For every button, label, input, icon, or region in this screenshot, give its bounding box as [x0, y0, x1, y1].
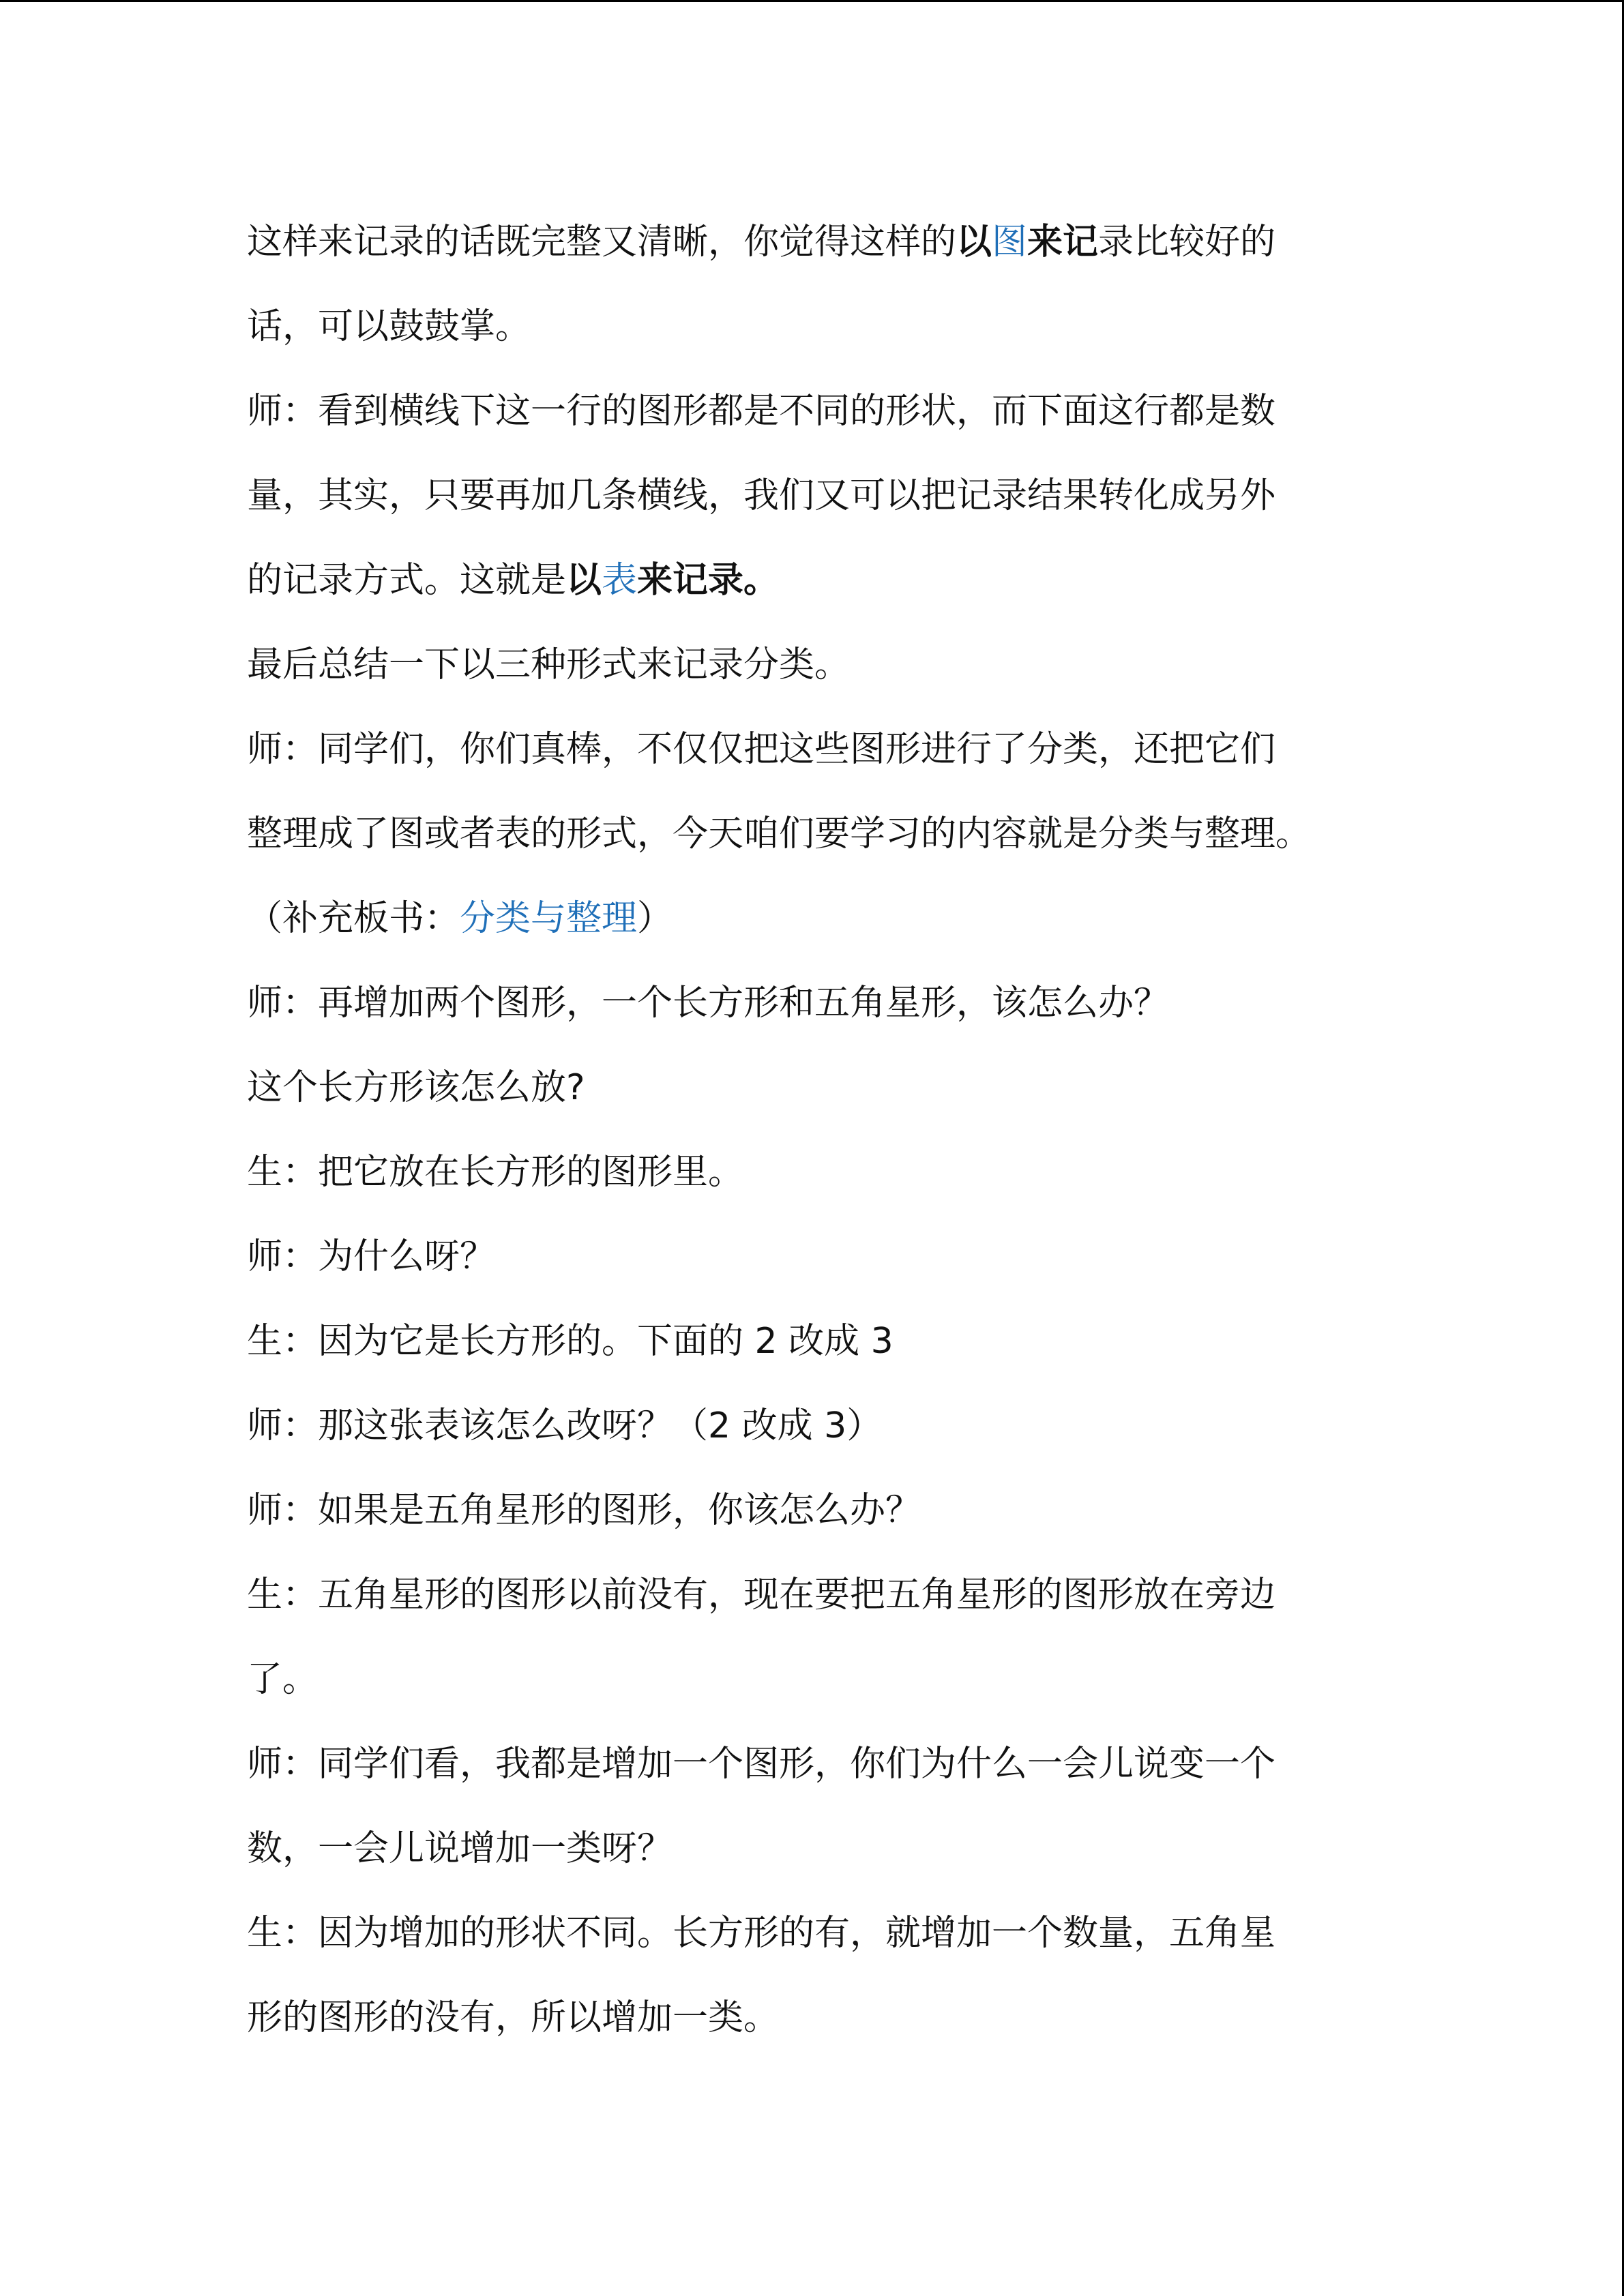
paragraph-line	[247, 1976, 1393, 2060]
text-run: 这个长方形该怎么放?	[247, 1067, 585, 1108]
highlight-text: 分类与整理	[460, 898, 638, 939]
text-run: 数，一会儿说增加一类呀？	[247, 1828, 673, 1869]
paragraph-line	[247, 1468, 1393, 1553]
paragraph-line	[247, 961, 1393, 1045]
text-run: 生：五角星形的图形以前没有，现在要把五角星形的图形放在旁边	[247, 1575, 1276, 1615]
text-run: 生：因为它是长方形的。下面的 2 改成 3	[247, 1321, 894, 1362]
document-body	[247, 200, 1393, 2060]
paragraph-line	[247, 1384, 1393, 1468]
bold-text: 以	[956, 222, 992, 263]
text-run: 师：如果是五角星形的图形，你该怎么办？	[247, 1490, 921, 1531]
text-run: 话，可以鼓鼓掌。	[247, 306, 531, 347]
paragraph-line	[247, 707, 1393, 792]
paragraph-line	[247, 1722, 1393, 1806]
bold-text: 来记	[1027, 222, 1099, 263]
text-run: 生：因为增加的形状不同。长方形的有，就增加一个数量，五角星	[247, 1913, 1276, 1954]
text-run: （补充板书：	[247, 898, 460, 939]
paragraph-line	[247, 538, 1393, 623]
paragraph-line	[247, 1045, 1393, 1130]
paragraph-line	[247, 200, 1393, 284]
paragraph-line	[247, 453, 1393, 538]
highlight-text: 表	[602, 560, 638, 601]
text-run: 生：把它放在长方形的图形里。	[247, 1152, 744, 1193]
bold-text: 以	[566, 560, 602, 601]
text-run: 量，其实，只要再加几条横线，我们又可以把记录结果转化成另外	[247, 475, 1276, 516]
text-run: 的记录方式。这就是	[247, 560, 567, 601]
text-run: 师：为什么呀？	[247, 1236, 496, 1277]
text-run: 师：同学们，你们真棒，不仅仅把这些图形进行了分类，还把它们	[247, 729, 1276, 770]
text-run: 这样来记录的话既完整又清晰，你觉得这样的	[247, 222, 957, 263]
paragraph-line	[247, 1553, 1393, 1637]
paragraph-line	[247, 792, 1393, 876]
paragraph-line	[247, 1891, 1393, 1976]
text-run: 师：同学们看，我都是增加一个图形，你们为什么一会儿说变一个	[247, 1744, 1276, 1785]
text-run: 了。	[247, 1659, 319, 1700]
text-run: 整理成了图或者表的形式，今天咱们要学习的内容就是分类与整理。	[247, 814, 1312, 854]
text-run: 最后总结一下以三种形式来记录分类。	[247, 644, 851, 685]
paragraph-line	[247, 284, 1393, 369]
paragraph-line	[247, 1806, 1393, 1891]
paragraph-line	[247, 1299, 1393, 1384]
paragraph-line	[247, 623, 1393, 707]
highlight-text: 图	[992, 222, 1028, 263]
paragraph-line	[247, 369, 1393, 453]
text-run: ）	[637, 898, 673, 939]
text-run: 形的图形的没有，所以增加一类。	[247, 1997, 780, 2038]
text-run: 录比较好的	[1098, 222, 1276, 263]
paragraph-line	[247, 1130, 1393, 1214]
paragraph-line	[247, 1214, 1393, 1299]
paragraph-line	[247, 876, 1393, 961]
text-run: 师：看到横线下这一行的图形都是不同的形状，而下面这行都是数	[247, 391, 1276, 432]
bold-text: 来记录。	[637, 560, 780, 601]
text-run: 师：再增加两个图形，一个长方形和五角星形，该怎么办？	[247, 983, 1170, 1024]
text-run: 师：那这张表该怎么改呀？（2 改成 3）	[247, 1405, 883, 1446]
paragraph-line	[247, 1637, 1393, 1722]
